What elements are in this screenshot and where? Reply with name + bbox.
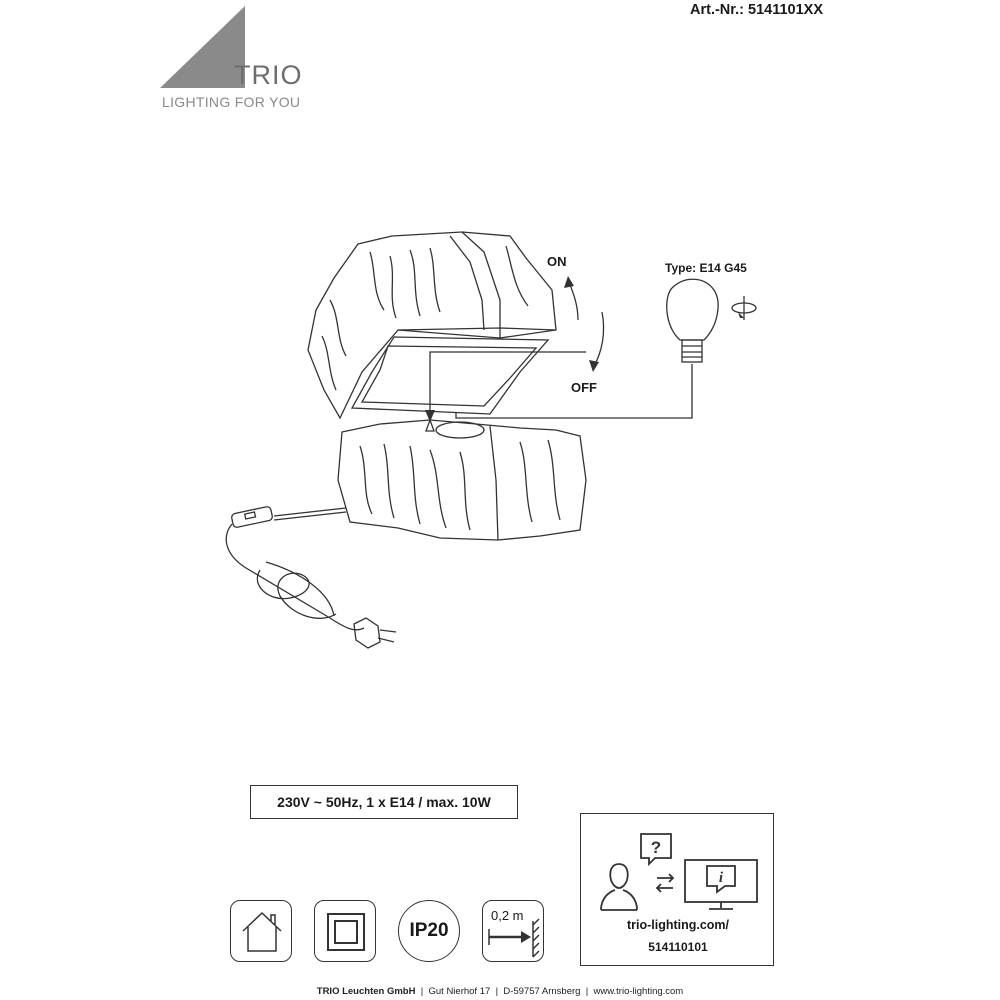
footer-separator: | [495, 986, 499, 997]
electrical-spec-box [250, 785, 518, 819]
online-info-box [580, 813, 774, 966]
footer-street: Gut Nierhof 17 [428, 986, 491, 997]
ip-rating-label: IP20 [409, 920, 449, 941]
article-number: Art.-Nr.: 5141101XX [690, 2, 823, 18]
swap-arrows-icon [657, 874, 673, 892]
footer-company: TRIO Leuchten GmbH [316, 986, 416, 997]
double-insulation-icon [315, 901, 377, 963]
svg-text:i: i [718, 870, 724, 886]
brand-tagline: LIGHTING FOR YOU [162, 94, 301, 110]
house-icon [231, 901, 293, 963]
assembly-arrow [430, 352, 586, 420]
min-distance-symbol [482, 900, 544, 962]
min-distance-label: 0,2 m [491, 908, 524, 923]
electrical-spec-text: 230V ~ 50Hz, 1 x E14 / max. 10W [277, 794, 491, 810]
rotate-icon [732, 296, 756, 320]
power-cable [226, 506, 364, 630]
footer-separator: | [420, 986, 424, 997]
off-arrow [594, 312, 604, 366]
protection-class-symbol [314, 900, 376, 962]
switch-on-label: ON [547, 254, 567, 269]
upper-wood-block [308, 232, 556, 418]
monitor-info-icon [685, 860, 757, 909]
distance-arrow-icon [483, 901, 545, 963]
footer-website[interactable]: www.trio-lighting.com [593, 986, 684, 997]
info-url[interactable]: trio-lighting.com/ [626, 918, 730, 932]
info-code: 514110101 [648, 940, 708, 954]
plug-icon [354, 618, 396, 648]
lamp-assembly-drawing [200, 220, 780, 670]
footer-city: D-59757 Arnsberg [503, 986, 581, 997]
question-bubble-icon [641, 834, 671, 864]
brand-name: TRIO [234, 60, 303, 90]
footer-separator: | [585, 986, 589, 997]
support-illustration [581, 814, 775, 914]
switch-off-label: OFF [571, 380, 597, 395]
user-icon [601, 864, 637, 910]
ip-rating-symbol [398, 900, 460, 962]
lower-wood-block [338, 420, 586, 540]
bulb-type-label: Type: E14 G45 [665, 261, 747, 275]
svg-text:?: ? [650, 838, 662, 857]
footer [0, 986, 1000, 997]
indoor-use-symbol [230, 900, 292, 962]
bulb-icon [667, 279, 718, 362]
